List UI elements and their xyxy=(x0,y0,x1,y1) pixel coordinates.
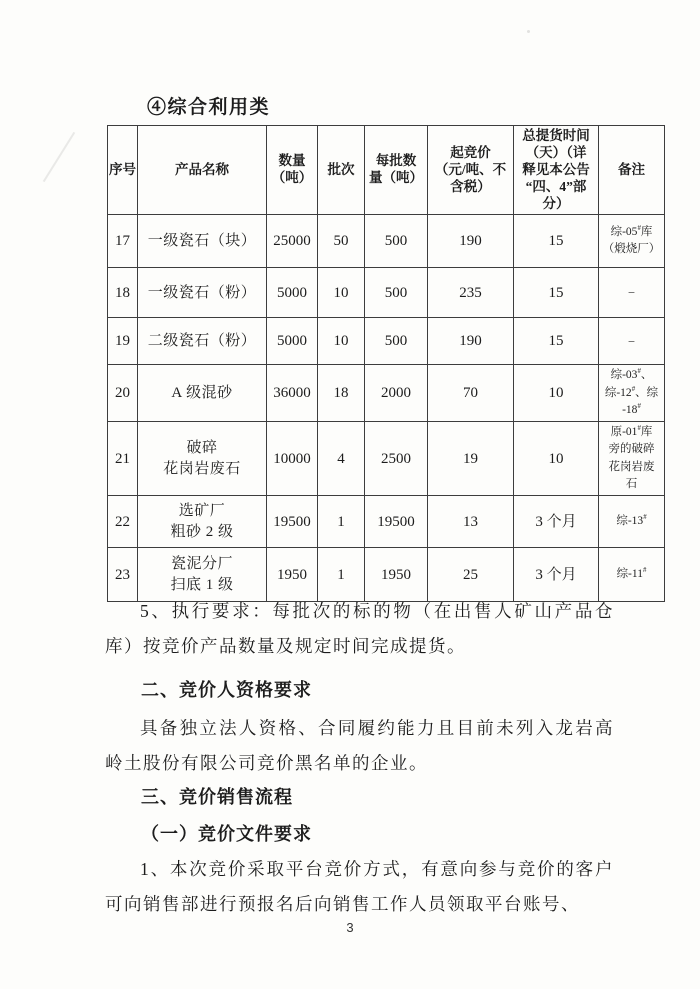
cell-start-price: 190 xyxy=(428,318,514,365)
cell-pickup-time: 15 xyxy=(514,268,599,318)
cell-name: 一级瓷石（块） xyxy=(138,215,267,268)
table-header xyxy=(108,126,665,215)
heading-bidder-qualification: 二、竞价人资格要求 xyxy=(141,680,312,700)
column-header: 数量 （吨） xyxy=(267,126,318,215)
cell-no: 18 xyxy=(108,268,138,318)
page-number: 3 xyxy=(346,920,354,935)
cell-no: 17 xyxy=(108,215,138,268)
cell-quantity: 19500 xyxy=(267,496,318,548)
cell-start-price: 13 xyxy=(428,496,514,548)
column-header: 起竞价 （元/吨、不 含税） xyxy=(428,126,514,215)
cell-batches: 4 xyxy=(318,422,365,496)
cell-quantity: 1950 xyxy=(267,548,318,602)
table-body xyxy=(108,215,665,602)
cell-per-batch: 2000 xyxy=(365,365,428,422)
cell-name: 一级瓷石（粉） xyxy=(138,268,267,318)
table-header-row xyxy=(108,126,665,215)
heading-bidding-documents: （一）竞价文件要求 xyxy=(141,824,312,844)
cell-start-price: 235 xyxy=(428,268,514,318)
table-row xyxy=(108,365,665,422)
cell-quantity: 25000 xyxy=(267,215,318,268)
paragraph-platform-bidding: 1、本次竞价采取平台竞价方式，有意向参与竞价的客户可向销售部进行预报名后向销售工作人员领取平台账号、 xyxy=(105,859,614,914)
section-title: ④综合利用类 xyxy=(147,97,271,118)
cell-no: 22 xyxy=(108,496,138,548)
table-row xyxy=(108,422,665,496)
cell-per-batch: 1950 xyxy=(365,548,428,602)
cell-start-price: 25 xyxy=(428,548,514,602)
paragraph-qualification: 具备独立法人资格、合同履约能力且目前未列入龙岩高岭土股份有限公司竞价黑名单的企业。 xyxy=(105,718,614,773)
table-row xyxy=(108,496,665,548)
cell-pickup-time: 15 xyxy=(514,215,599,268)
cell-name: 破碎 花岗岩废石 xyxy=(138,422,267,496)
cell-batches: 18 xyxy=(318,365,365,422)
cell-per-batch: 500 xyxy=(365,268,428,318)
cell-no: 20 xyxy=(108,365,138,422)
body-text-block xyxy=(105,594,614,922)
cell-per-batch: 2500 xyxy=(365,422,428,496)
cell-batches: 10 xyxy=(318,268,365,318)
cell-name: A 级混砂 xyxy=(138,365,267,422)
cell-quantity: 36000 xyxy=(267,365,318,422)
cell-remark: 原-01#库 旁的破碎 花岗岩废 石 xyxy=(599,422,665,496)
column-header: 序号 xyxy=(108,126,138,215)
cell-name: 瓷泥分厂 扫底 1 级 xyxy=(138,548,267,602)
cell-pickup-time: 10 xyxy=(514,422,599,496)
column-header: 备注 xyxy=(599,126,665,215)
cell-no: 19 xyxy=(108,318,138,365)
table-row xyxy=(108,268,665,318)
cell-pickup-time: 3 个月 xyxy=(514,548,599,602)
cell-start-price: 190 xyxy=(428,215,514,268)
cell-quantity: 5000 xyxy=(267,318,318,365)
cell-remark: – xyxy=(599,318,665,365)
cell-remark: 综-03#、 综-12#、综 -18# xyxy=(599,365,665,422)
cell-batches: 1 xyxy=(318,496,365,548)
paragraph-execution-requirement: 5、执行要求：每批次的标的物（在出售人矿山产品仓库）按竞价产品数量及规定时间完成提货。 xyxy=(105,601,614,656)
scan-artifact-speck xyxy=(527,30,530,33)
column-header: 总提货时间 （天）（详 释见本公告 “四、4”部 分） xyxy=(514,126,599,215)
cell-pickup-time: 3 个月 xyxy=(514,496,599,548)
cell-quantity: 5000 xyxy=(267,268,318,318)
table-row xyxy=(108,215,665,268)
cell-batches: 50 xyxy=(318,215,365,268)
cell-batches: 1 xyxy=(318,548,365,602)
cell-remark: 综-05#库 （煅烧厂） xyxy=(599,215,665,268)
cell-pickup-time: 15 xyxy=(514,318,599,365)
cell-per-batch: 500 xyxy=(365,318,428,365)
cell-no: 23 xyxy=(108,548,138,602)
cell-quantity: 10000 xyxy=(267,422,318,496)
cell-start-price: 19 xyxy=(428,422,514,496)
cell-remark: – xyxy=(599,268,665,318)
cell-remark: 综-11# xyxy=(599,548,665,602)
column-header: 批次 xyxy=(318,126,365,215)
table-row xyxy=(108,318,665,365)
cell-name: 二级瓷石（粉） xyxy=(138,318,267,365)
cell-no: 21 xyxy=(108,422,138,496)
cell-remark: 综-13# xyxy=(599,496,665,548)
cell-batches: 10 xyxy=(318,318,365,365)
cell-per-batch: 19500 xyxy=(365,496,428,548)
cell-name: 选矿厂 粗砂 2 级 xyxy=(138,496,267,548)
heading-bidding-process: 三、竞价销售流程 xyxy=(141,787,293,807)
column-header: 产品名称 xyxy=(138,126,267,215)
product-table xyxy=(107,125,665,602)
cell-pickup-time: 10 xyxy=(514,365,599,422)
scan-artifact-smudge xyxy=(43,132,75,182)
cell-per-batch: 500 xyxy=(365,215,428,268)
column-header: 每批数 量（吨） xyxy=(365,126,428,215)
cell-start-price: 70 xyxy=(428,365,514,422)
